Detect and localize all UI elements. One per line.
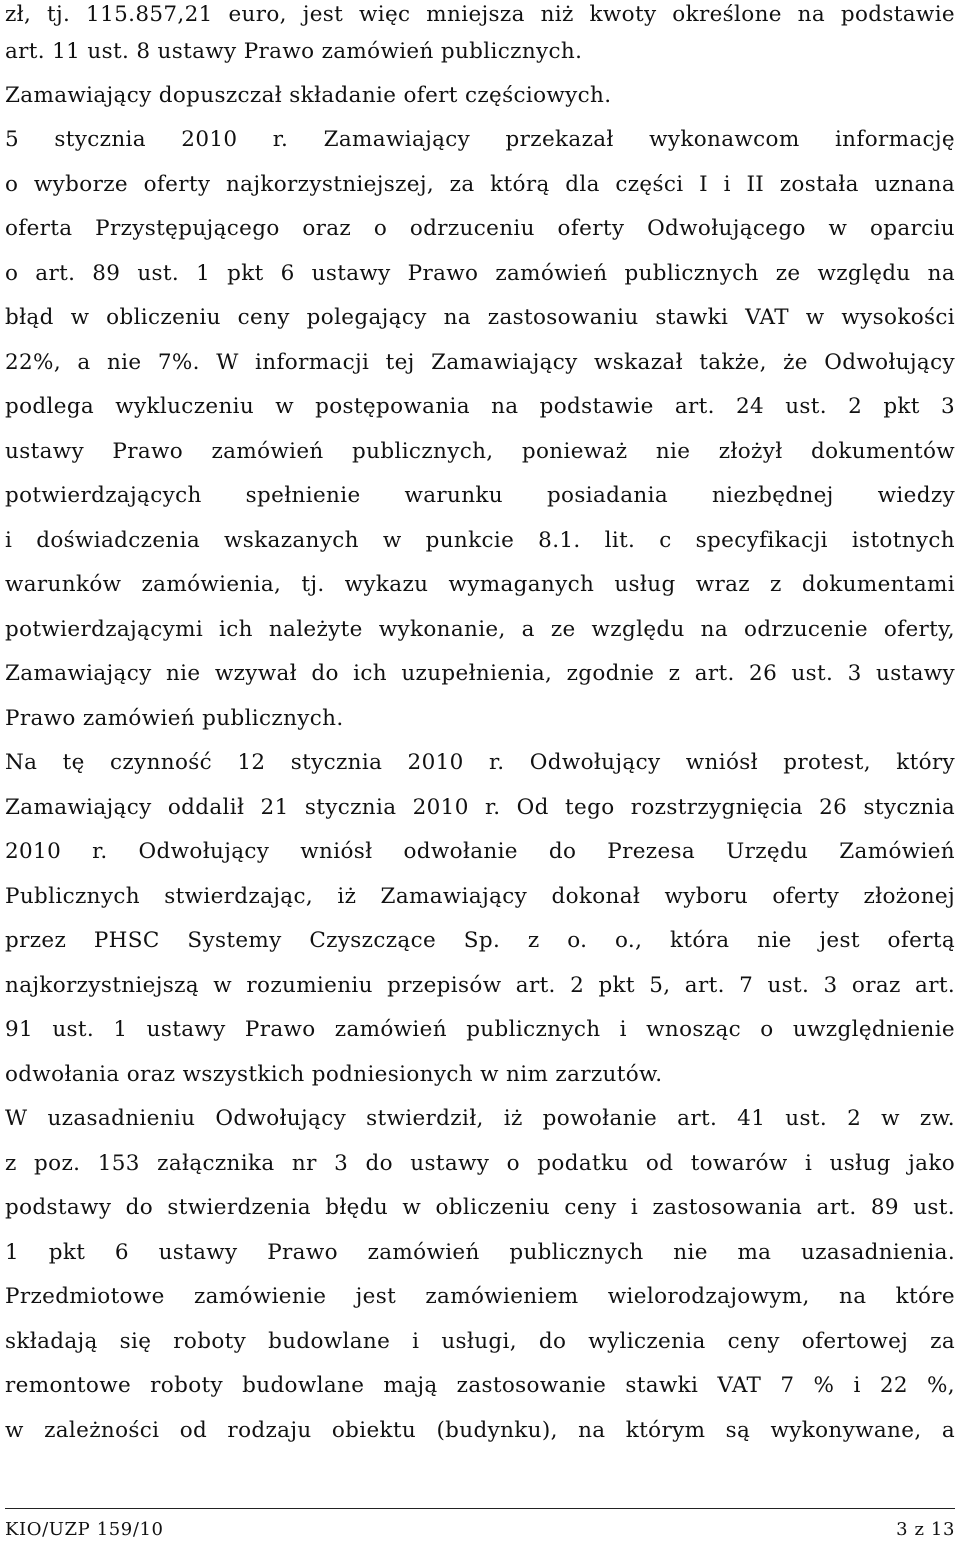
text-line: W uzasadnieniu Odwołujący stwierdził, iż powołanie art. 41 ust. 2 w zw. — [5, 1106, 955, 1131]
text-line: potwierdzającymi ich należyte wykonanie, a ze względu na odrzucenie oferty, — [5, 616, 955, 642]
text-line: Na tę czynność 12 stycznia 2010 r. Odwołujący wniósł protest, który — [5, 750, 955, 775]
text-line: o wyborze oferty najkorzystniejszej, za którą dla części I i II została uznana — [5, 171, 955, 197]
text-line: 5 stycznia 2010 r. Zamawiający przekazał wykonawcom informację — [5, 127, 955, 152]
text-line: Zamawiający nie wzywał do ich uzupełnienia, zgodnie z art. 26 ust. 3 ustawy — [5, 661, 955, 686]
page-footer — [5, 1512, 955, 1540]
text-line: 91 ust. 1 ustawy Prawo zamówień publicznych i wnosząc o uwzględnienie — [5, 1017, 955, 1042]
text-line: odwołania oraz wszystkich podniesionych w nim zarzutów. — [5, 1061, 663, 1087]
text-line: 2010 r. Odwołujący wniósł odwołanie do Prezesa Urzędu Zamówień — [5, 839, 955, 864]
text-line: potwierdzających spełnienie warunku posiadania niezbędnej wiedzy — [5, 483, 955, 508]
text-line: i doświadczenia wskazanych w punkcie 8.1. lit. c specyfikacji istotnych — [5, 527, 955, 553]
text-line: oferta Przystępującego oraz o odrzuceniu oferty Odwołującego w oparciu — [5, 216, 955, 241]
text-line: zł, tj. 115.857,21 euro, jest więc mniejsza niż kwoty określone na podstawie — [5, 2, 955, 27]
text-line: remontowe roboty budowlane mają zastosowanie stawki VAT 7 % i 22 %, — [5, 1373, 955, 1398]
text-line: z poz. 153 załącznika nr 3 do ustawy o podatku od towarów i usług jako — [5, 1150, 955, 1176]
text-line: 1 pkt 6 ustawy Prawo zamówień publicznych nie ma uzasadnienia. — [5, 1239, 955, 1265]
footer-divider — [5, 1508, 955, 1509]
page-indicator: 3 z 13 — [896, 1519, 955, 1540]
document-body — [5, 0, 955, 1453]
case-number: KIO/UZP 159/10 — [5, 1519, 164, 1540]
text-line: art. 11 ust. 8 ustawy Prawo zamówień publicznych. — [5, 39, 583, 64]
text-line: podlega wykluczeniu w postępowania na podstawie art. 24 ust. 2 pkt 3 — [5, 394, 955, 419]
text-line: warunków zamówienia, tj. wykazu wymaganych usług wraz z dokumentami — [5, 572, 955, 597]
text-line: błąd w obliczeniu ceny polegający na zastosowaniu stawki VAT w wysokości — [5, 305, 955, 330]
text-line: ustawy Prawo zamówień publicznych, ponieważ nie złożył dokumentów — [5, 438, 955, 464]
text-line: przez PHSC Systemy Czyszczące Sp. z o. o., która nie jest ofertą — [5, 928, 955, 953]
text-line: Zamawiający dopuszczał składanie ofert częściowych. — [5, 83, 612, 108]
text-line: podstawy do stwierdzenia błędu w obliczeniu ceny i zastosowania art. 89 ust. — [5, 1195, 955, 1220]
text-line: Publicznych stwierdzając, iż Zamawiający dokonał wyboru oferty złożonej — [5, 883, 955, 909]
text-line: w zależności od rodzaju obiektu (budynku), na którym są wykonywane, a — [5, 1417, 955, 1443]
text-line: Zamawiający oddalił 21 stycznia 2010 r. Od tego rozstrzygnięcia 26 stycznia — [5, 794, 955, 820]
text-line: o art. 89 ust. 1 pkt 6 ustawy Prawo zamówień publicznych ze względu na — [5, 260, 955, 286]
text-line: Prawo zamówień publicznych. — [5, 705, 344, 731]
text-line: Przedmiotowe zamówienie jest zamówieniem wielorodzajowym, na które — [5, 1284, 955, 1309]
text-line: najkorzystniejszą w rozumieniu przepisów art. 2 pkt 5, art. 7 ust. 3 oraz art. — [5, 972, 955, 998]
text-line: składają się roboty budowlane i usługi, do wyliczenia ceny ofertowej za — [5, 1328, 955, 1354]
text-line: 22%, a nie 7%. W informacji tej Zamawiający wskazał także, że Odwołujący — [5, 349, 955, 375]
